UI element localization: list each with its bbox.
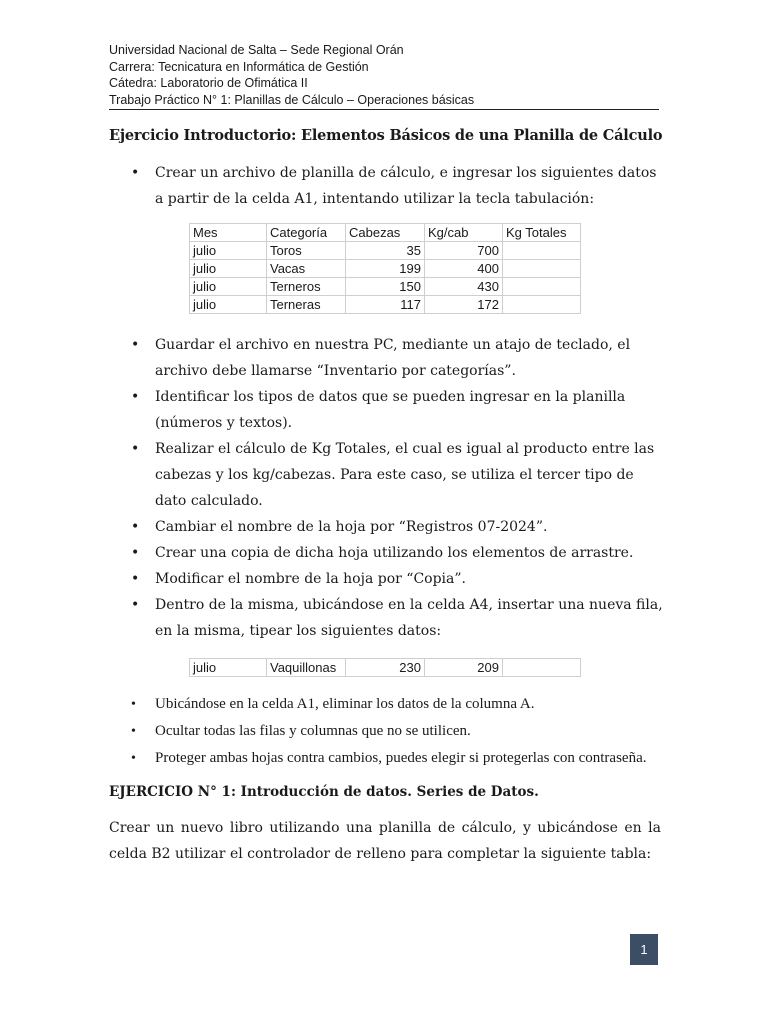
list-item: • Ubicándose en la celda A1, eliminar los datos de la columna A.	[109, 691, 669, 718]
table-header-cell: Kg/cab	[425, 224, 503, 242]
list-item: • Ocultar todas las filas y columnas que no se utilicen.	[109, 718, 669, 745]
intro-list-3	[109, 691, 669, 772]
exercise-1-text: Crear un nuevo libro utilizando una planilla de cálculo, y ubicándose en la celda B2 utilizar el controlador de relleno para completar la siguiente tabla:	[109, 820, 661, 862]
table-header-cell: Kg Totales	[503, 224, 581, 242]
table-row	[190, 242, 581, 260]
bullet-icon: •	[131, 545, 140, 561]
table-cell: julio	[190, 659, 267, 677]
table-cell: 172	[425, 296, 503, 314]
header-university: Universidad Nacional de Salta – Sede Regional Orán	[109, 43, 404, 57]
list-item: • Dentro de la misma, ubicándose en la celda A4, insertar una nueva fila, en la misma, tipear los siguientes datos:	[109, 592, 669, 644]
list-item: • Modificar el nombre de la hoja por “Copia”.	[109, 566, 669, 592]
table-cell: 230	[346, 659, 425, 677]
bullet-icon: •	[131, 389, 140, 405]
bullet-icon: •	[131, 724, 136, 739]
table-cell: julio	[190, 296, 267, 314]
table-header-cell: Cabezas	[346, 224, 425, 242]
table-cell: Vacas	[267, 260, 346, 278]
header-assignment: Trabajo Práctico N° 1: Planillas de Cálculo – Operaciones básicas	[109, 92, 475, 107]
table-cell: 199	[346, 260, 425, 278]
page-header	[109, 42, 659, 110]
bullet-icon: •	[131, 519, 140, 535]
table-cell: 400	[425, 260, 503, 278]
table-cell	[503, 659, 581, 677]
list-item: • Proteger ambas hojas contra cambios, puedes elegir si protegerlas con contraseña.	[109, 745, 669, 772]
intro-title: Ejercicio Introductorio: Elementos Básicos de una Planilla de Cálculo	[109, 127, 663, 144]
table-cell: 35	[346, 242, 425, 260]
bullet-icon: •	[131, 165, 140, 181]
table-cell: Toros	[267, 242, 346, 260]
table-row	[190, 260, 581, 278]
table-row	[190, 296, 581, 314]
data-table-2	[189, 658, 581, 677]
table-cell: 430	[425, 278, 503, 296]
data-table-1	[189, 223, 581, 314]
table-row	[190, 659, 581, 677]
table-row	[190, 278, 581, 296]
table-cell	[503, 242, 581, 260]
table-cell: Terneras	[267, 296, 346, 314]
table-cell	[503, 296, 581, 314]
table-cell: 150	[346, 278, 425, 296]
list-item: • Crear un archivo de planilla de cálculo, e ingresar los siguientes datos a partir de la celda A1, intentando utilizar la tecla tabulación:	[109, 160, 669, 212]
intro-list-1	[109, 160, 669, 212]
list-item: • Cambiar el nombre de la hoja por “Registros 07-2024”.	[109, 514, 669, 540]
exercise-1-title: EJERCICIO N° 1: Introducción de datos. Series de Datos.	[109, 784, 539, 800]
table-header-cell: Categoría	[267, 224, 346, 242]
table-cell: julio	[190, 278, 267, 296]
bullet-icon: •	[131, 571, 140, 587]
bullet-icon: •	[131, 751, 136, 766]
list-item: • Crear una copia de dicha hoja utilizando los elementos de arrastre.	[109, 540, 669, 566]
intro-list-2	[109, 332, 669, 644]
list-item: • Guardar el archivo en nuestra PC, mediante un atajo de teclado, el archivo debe llamarse “Inventario por categorías”.	[109, 332, 669, 384]
table-header-row	[190, 224, 581, 242]
table-cell: Vaquillonas	[267, 659, 346, 677]
table-cell: julio	[190, 260, 267, 278]
table-cell: 700	[425, 242, 503, 260]
table-cell: 209	[425, 659, 503, 677]
header-career: Carrera: Tecnicatura en Informática de Gestión	[109, 59, 369, 74]
bullet-icon: •	[131, 441, 140, 457]
table-header-cell: Mes	[190, 224, 267, 242]
table-cell	[503, 278, 581, 296]
table-cell	[503, 260, 581, 278]
bullet-icon: •	[131, 697, 136, 712]
bullet-icon: •	[131, 337, 140, 353]
list-item: • Identificar los tipos de datos que se pueden ingresar en la planilla (números y textos).	[109, 384, 669, 436]
table-cell: julio	[190, 242, 267, 260]
bullet-icon: •	[131, 597, 140, 613]
page-number: 1	[630, 934, 658, 965]
header-course: Cátedra: Laboratorio de Ofimática II	[109, 76, 308, 90]
table-cell: Terneros	[267, 278, 346, 296]
table-cell: 117	[346, 296, 425, 314]
list-item: • Realizar el cálculo de Kg Totales, el cual es igual al producto entre las cabezas y los kg/cabezas. Para este caso, se utiliza el tercer tipo de dato calculado.	[109, 436, 669, 514]
